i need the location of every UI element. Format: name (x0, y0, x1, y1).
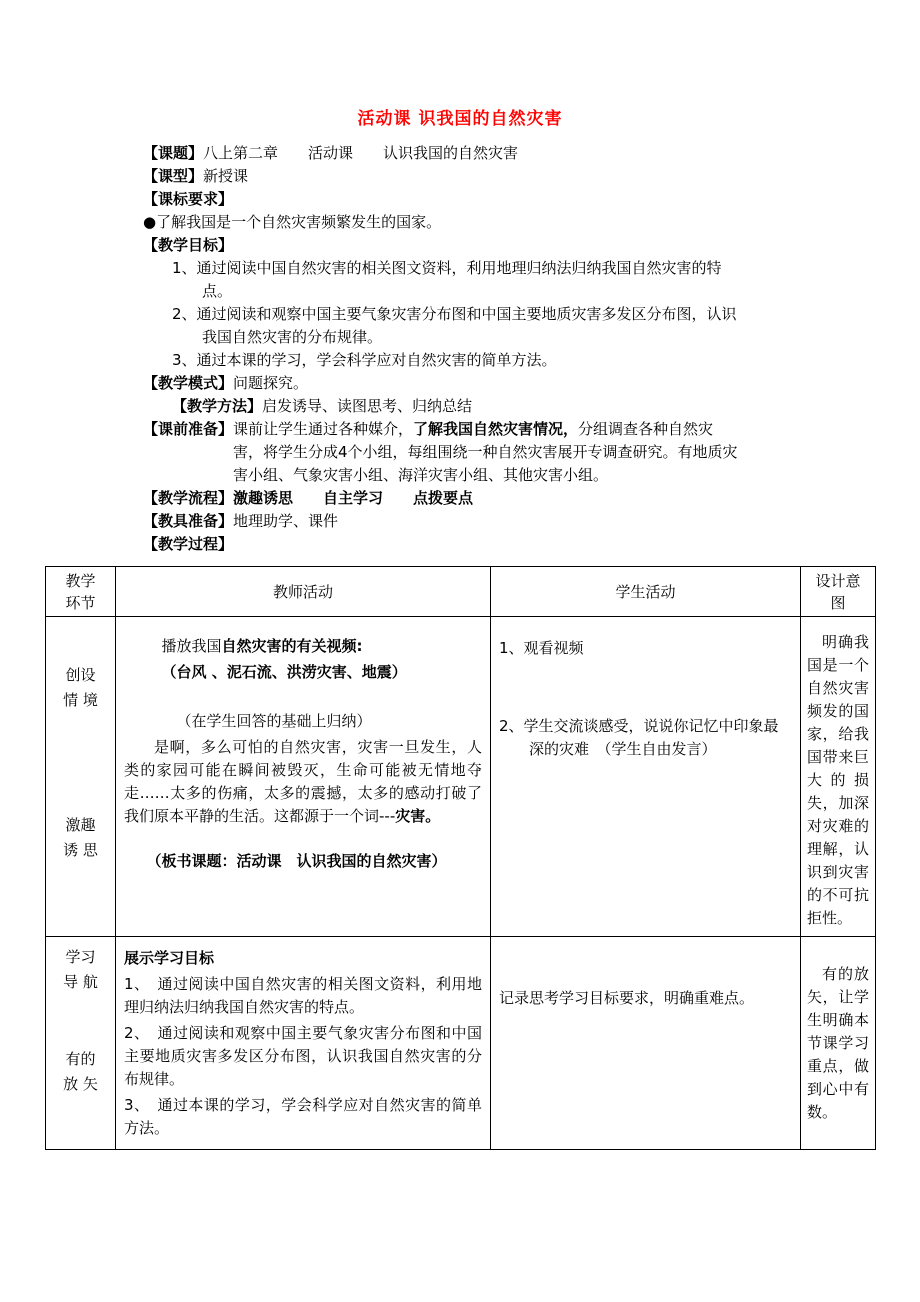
stage-label-learning-nav: 学习 导 航 (63, 948, 98, 991)
para-teaching-goals: 【教学目标】 (143, 236, 234, 254)
label-lesson-title: 【课题】 (143, 144, 204, 162)
stage-cell-2 (46, 937, 116, 1150)
stage-cell-1 (46, 617, 116, 937)
para-lesson-type: 【课型】新授课 (143, 167, 249, 185)
stage-label-situation: 创设 情 境 (63, 666, 98, 709)
intent-cell-1: 明确我国是一个自然灾害频发的国家，给我国带来巨大的损失，加深对灾难的理解，认识到灾害的不可抗拒性。 (801, 617, 876, 937)
label-lesson-type: 【课型】 (143, 167, 204, 185)
teacher-goal-3: 3、 通过本课的学习，学会科学应对自然灾害的简单方法。 (124, 1096, 482, 1137)
student-record-goals: 记录思考学习目标要求，明确重难点。 (499, 989, 755, 1007)
para-teaching-process: 【教学过程】 (143, 535, 234, 553)
teaching-process-table (45, 566, 876, 1150)
intent-cell-2: 有的放矢，让学生明确本节课学习重点，做到心中有数。 (801, 937, 876, 1150)
student-item-watch: 1、观看视频 (499, 639, 584, 657)
para-teaching-aids: 【教具准备】地理助学、课件 (143, 512, 339, 530)
para-teaching-method: 【教学方法】启发诱导、读图思考、归纳总结 (172, 397, 473, 415)
header-stage: 教学环节 (46, 567, 116, 617)
para-standard-requirement: 【课标要求】 (143, 190, 234, 208)
teacher-summary-note: （在学生回答的基础上归纳） (176, 712, 372, 730)
document-title: 活动课 识我国的自然灾害 (357, 109, 563, 129)
teacher-goals-heading: 展示学习目标 (124, 949, 215, 967)
goal-item-2: 2、通过阅读和观察中国主要气象灾害分布图和中国主要地质灾害多发区分布图，认识我国自然灾害的分布规律。 (172, 305, 737, 346)
para-pre-class-prep: 【课前准备】课前让学生通过各种媒介，了解我国自然灾害情况，分组调查各种自然灾害，将学生分成4个小组，每组围绕一种自然灾害展开专调查研究。有地质灾害小组、气象灾害小组、海洋灾害小组、其他灾害小组。 (143, 420, 738, 484)
para-lesson-title: 【课题】八上第二章 活动课 认识我国的自然灾害 (143, 144, 519, 162)
stage-label-stimulate: 激趣 诱 思 (63, 816, 98, 859)
header-teacher-activity: 教师活动 (116, 567, 491, 617)
table-row-goals (46, 937, 876, 1150)
header-design-intent: 设计意图 (801, 567, 876, 617)
document-body (45, 142, 743, 556)
goal-item-3: 3、通过本课的学习，学会科学应对自然灾害的简单方法。 (172, 351, 557, 369)
teacher-goal-2: 2、 通过阅读和观察中国主要气象灾害分布图和中国主要地质灾害多发区分布图，认识我国自然灾害的分布规律。 (124, 1024, 482, 1088)
goal-item-1: 1、通过阅读中国自然灾害的相关图文资料，利用地理归纳法归纳我国自然灾害的特点。 (172, 259, 722, 300)
teacher-video-examples: （台风 、泥石流、洪涝灾害、地震） (161, 663, 407, 681)
para-teaching-mode: 【教学模式】问题探究。 (143, 374, 309, 392)
para-requirement-item: ●了解我国是一个自然灾害频繁发生的国家。 (143, 213, 442, 231)
student-cell-1 (491, 617, 801, 937)
student-item-share: 2、学生交流谈感受，说说你记忆中印象最深的灾难 （学生自由发言） (499, 717, 779, 758)
teacher-board-title: （板书课题：活动课 认识我国的自然灾害） (146, 852, 447, 870)
teacher-narration: 是啊，多么可怕的自然灾害，灾害一旦发生，人类的家园可能在瞬间被毁灭，生命可能被无情地夺走……太多的伤痛，太多的震撼，太多的感动打破了我们原本平静的生活。这都源于一个词---灾害。 (124, 738, 482, 825)
teacher-goal-1: 1、 通过阅读中国自然灾害的相关图文资料，利用地理归纳法归纳我国自然灾害的特点。 (124, 975, 482, 1016)
para-teaching-flow: 【教学流程】激趣诱思 自主学习 点拨要点 (143, 489, 474, 507)
teacher-video-line: 播放我国自然灾害的有关视频: (161, 637, 363, 655)
student-cell-2 (491, 937, 801, 1150)
table-row-situation (46, 617, 876, 937)
table-header-row (46, 567, 876, 617)
teacher-cell-1 (116, 617, 491, 937)
stage-label-targeted: 有的 放 矢 (63, 1050, 98, 1093)
teacher-cell-2 (116, 937, 491, 1150)
header-student-activity: 学生活动 (491, 567, 801, 617)
